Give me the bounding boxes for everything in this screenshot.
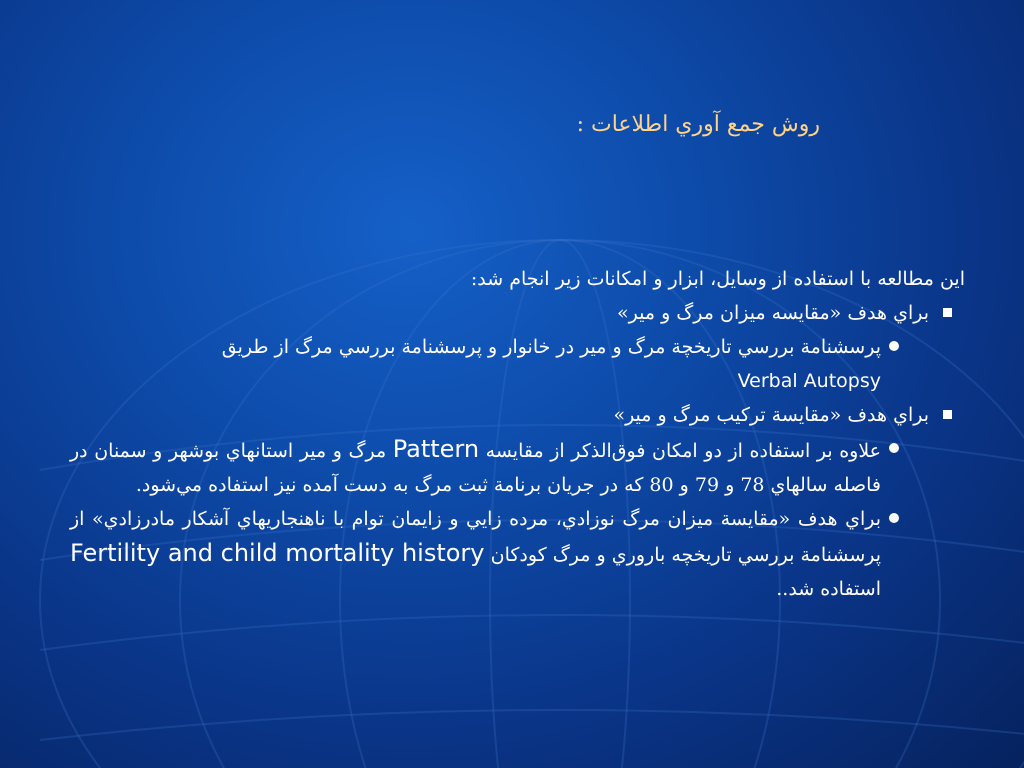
bullet-section-1	[70, 296, 965, 330]
square-bullet-icon	[929, 296, 965, 317]
latin-term: Verbal Autopsy	[737, 370, 881, 392]
sub-bullet-text: پرسشنامة بررسي تاريخچة مرگ و مير در خانوار و پرسشنامة بررسي مرگ از طريق	[221, 336, 881, 358]
sub-bullet-text-start: براي هدف «مقايسة ميزان مرگ نوزادي، مرده زايي و زايمان توام با ناهنجاريهاي آشكار مادرزادي» از پرسشنامة بررسي تاريخچه باروري و مرگ كودكان	[70, 508, 882, 566]
round-bullet-icon	[881, 502, 907, 523]
bullet-section-2	[70, 398, 965, 432]
sub-bullet-fertility-history	[70, 502, 907, 606]
sub-bullet-text-end: مرگ و مير استانهاي بوشهر و سمنان در فاصله سالهاي 78 و 79 و 80 كه در جريان برنامة ثبت مرگ به دست آمده نيز استفاده مي‌شود.	[70, 440, 881, 496]
round-bullet-icon	[881, 432, 907, 453]
section-heading: براي هدف «مقايسه ميزان مرگ و مير»	[617, 302, 929, 324]
section-heading: براي هدف «مقايسة تركيب مرگ و مير»	[613, 404, 929, 426]
square-bullet-icon	[929, 398, 965, 419]
sub-bullet-text-end: استفاده شد..	[776, 578, 881, 600]
intro-text: اين مطالعه با استفاده از وسايل، ابزار و امكانات زير انجام شد:	[470, 268, 965, 290]
round-bullet-icon	[881, 330, 907, 351]
sub-bullet-verbal-autopsy	[70, 330, 907, 398]
sub-bullet-text-start: علاوه بر استفاده از دو امكان فوق‌الذكر از مقايسه	[485, 440, 881, 462]
latin-term: Fertility and child mortality history	[70, 539, 485, 567]
latin-term: Pattern	[392, 435, 480, 463]
slide-title: روش جمع آوري اطلاعات :	[576, 112, 820, 137]
sub-bullet-pattern	[70, 432, 907, 502]
slide-body	[70, 262, 965, 606]
